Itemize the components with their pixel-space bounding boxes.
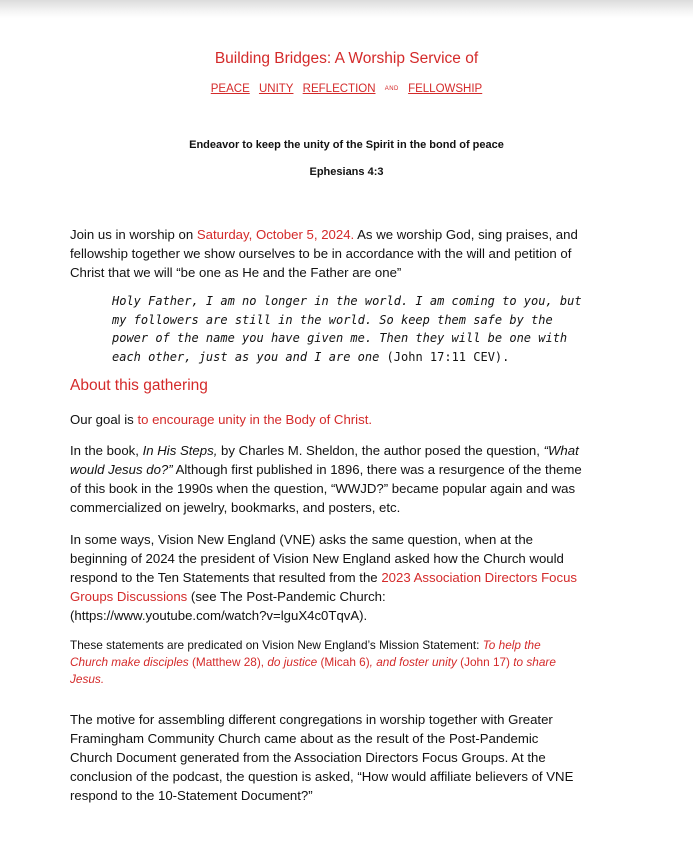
book-question: “What bbox=[543, 443, 579, 458]
scripture-reference: Ephesians 4:3 bbox=[309, 166, 384, 178]
focus-groups-link[interactable]: Groups Discussions bbox=[70, 589, 188, 604]
goal-label: Our goal is bbox=[70, 412, 138, 427]
book-text: by Charles M. Sheldon, the author posed the question, bbox=[217, 443, 544, 458]
mission-text: These statements are predicated on Vision New England’s Mission Statement: bbox=[70, 638, 483, 652]
intro-line: Christ that we will “be one as He and the Father are one” bbox=[70, 265, 402, 280]
mission-ref: (John 17) bbox=[456, 655, 514, 669]
mission-statement: Church make disciples bbox=[70, 655, 189, 669]
intro-paragraph bbox=[70, 225, 630, 282]
book-text: In the book, bbox=[70, 443, 143, 458]
event-date: Saturday, October 5, 2024. bbox=[196, 227, 355, 242]
intro-text: Join us in worship on bbox=[70, 227, 197, 242]
mission-statement: Jesus. bbox=[70, 672, 105, 686]
vne-text: respond to the Ten Statements that resulted from the bbox=[70, 570, 382, 585]
book-line: commercialized on jewelry, bookmarks, and posters, etc. bbox=[70, 500, 401, 515]
theme-peace-link[interactable]: PEACE bbox=[210, 83, 250, 95]
mission-statement: do justice bbox=[267, 655, 318, 669]
mission-statement: , and foster unity bbox=[369, 655, 457, 669]
motive-line: Church Document generated from the Association Directors Focus Groups. At the bbox=[70, 750, 546, 765]
quote-line: power of the name you have given me. Then they will be one with bbox=[112, 331, 568, 345]
top-shadow bbox=[0, 0, 693, 18]
motive-line: The motive for assembling different congregations in worship together with Greater bbox=[70, 712, 553, 727]
goal-paragraph bbox=[70, 410, 630, 429]
youtube-url: (https://www.youtube.com/watch?v=lguX4c0TqvA). bbox=[70, 608, 368, 623]
and-label: AND bbox=[384, 85, 399, 92]
book-question: would Jesus do?” bbox=[70, 462, 173, 477]
mission-paragraph bbox=[70, 637, 556, 688]
mission-ref: (Matthew 28), bbox=[188, 655, 268, 669]
theme-links bbox=[0, 83, 693, 95]
motive-line: respond to the 10-Statement Document?” bbox=[70, 788, 313, 803]
scripture-verse: Endeavor to keep the unity of the Spirit in the bond of peace bbox=[189, 139, 504, 151]
focus-groups-link[interactable]: 2023 Association Directors Focus bbox=[381, 570, 578, 585]
book-text: Although first published in 1896, there was a resurgence of the theme bbox=[172, 462, 582, 477]
vne-line: In some ways, Vision New England (VNE) asks the same question, when at the bbox=[70, 532, 534, 547]
theme-fellowship-link[interactable]: FELLOWSHIP bbox=[408, 83, 483, 95]
scripture-quote bbox=[112, 292, 582, 366]
theme-unity-link[interactable]: UNITY bbox=[258, 83, 294, 95]
vne-line: beginning of 2024 the president of Vision New England asked how the Church would bbox=[70, 551, 564, 566]
quote-line: each other, just as you and I are one bbox=[112, 349, 387, 364]
mission-ref: (Micah 6) bbox=[317, 655, 370, 669]
book-paragraph bbox=[70, 441, 630, 517]
quote-citation: (John 17:11 CEV). bbox=[386, 349, 510, 364]
book-title: In His Steps, bbox=[142, 443, 218, 458]
mission-statement: To help the bbox=[482, 638, 541, 652]
motive-line: conclusion of the podcast, the question is asked, “How would affiliate believers of VNE bbox=[70, 769, 574, 784]
quote-line: Holy Father, I am no longer in the world. I am coming to you, but bbox=[112, 294, 582, 308]
motive-line: Framingham Community Church came about as the result of the Post-Pandemic bbox=[70, 731, 539, 746]
intro-text: As we worship God, sing praises, and bbox=[354, 227, 578, 242]
vne-paragraph bbox=[70, 530, 630, 625]
section-heading: About this gathering bbox=[70, 377, 208, 394]
quote-line: my followers are still in the world. So keep them safe by the bbox=[112, 312, 553, 327]
motive-paragraph bbox=[70, 710, 630, 805]
goal-text: to encourage unity in the Body of Christ. bbox=[137, 412, 373, 427]
theme-reflection-link[interactable]: REFLECTION bbox=[302, 83, 376, 95]
book-line: of this book in the 1990s when the question, “WWJD?” became popular again and was bbox=[70, 481, 576, 496]
vne-text: (see The Post-Pandemic Church: bbox=[187, 589, 386, 604]
intro-line: fellowship together we show ourselves to be in accordance with the will and petition of bbox=[70, 246, 572, 261]
page-title: Building Bridges: A Worship Service of bbox=[214, 50, 479, 67]
mission-statement: to share bbox=[513, 655, 556, 669]
